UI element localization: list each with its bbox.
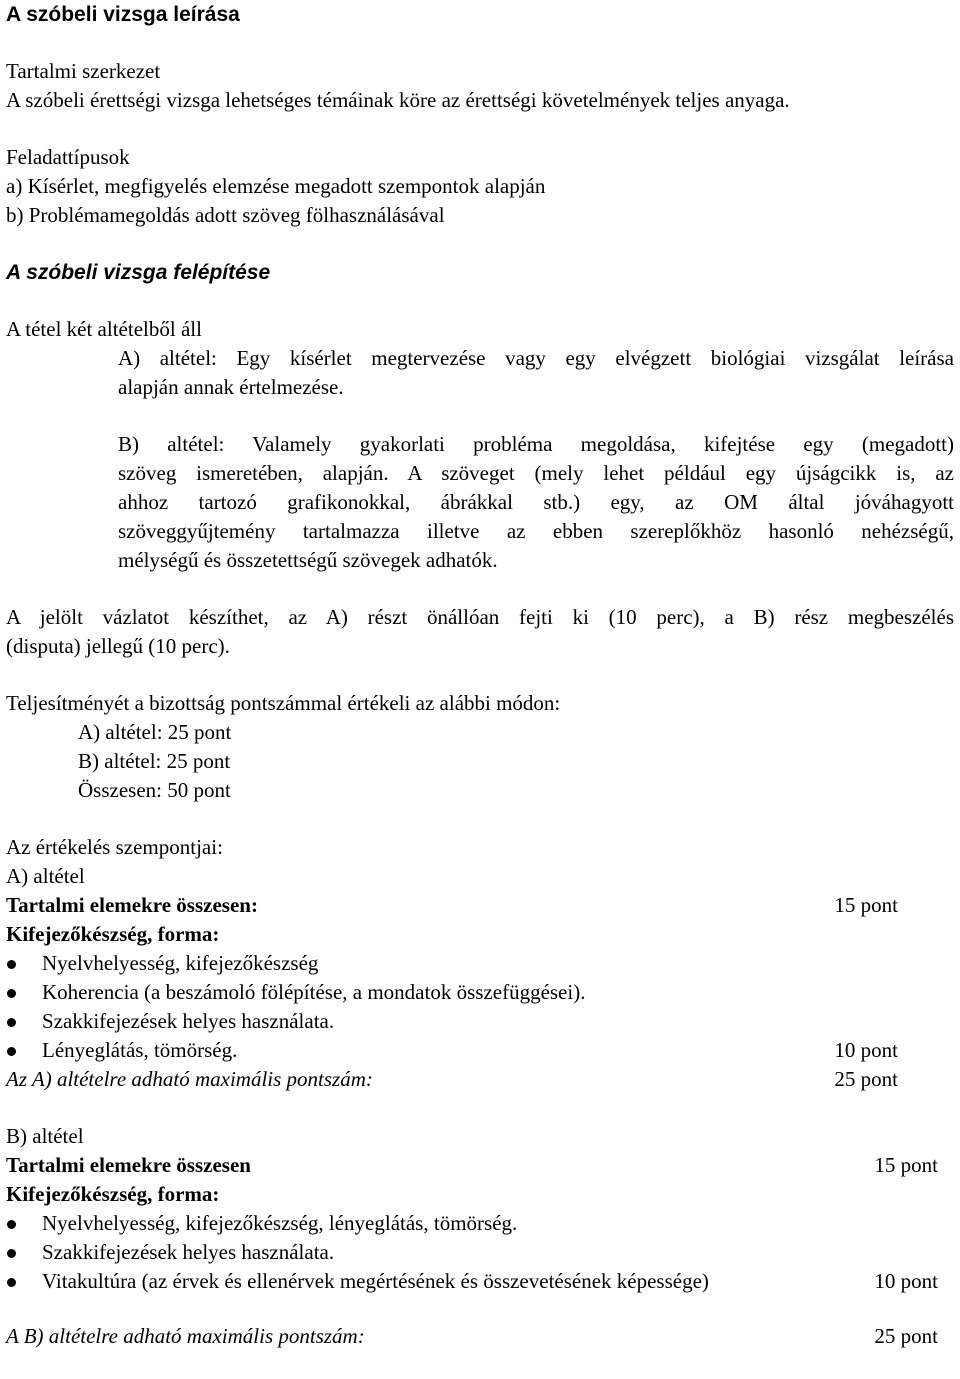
spacer (6, 115, 954, 143)
criteria-b-content-points: 15 pont (874, 1153, 938, 1177)
criteria-a-expression-row (42, 1036, 898, 1065)
spacer (6, 575, 954, 603)
content-structure-heading: Tartalmi szerkezet (6, 59, 161, 83)
scoring-intro: Teljesítményét a bizottság pontszámmal értékeli az alábbi módon: (6, 691, 561, 715)
criteria-b-label: B) altétel (6, 1124, 84, 1148)
content-structure-text: A szóbeli érettségi vizsga lehetséges témáinak köre az érettségi követelmények teljes anyaga. (6, 88, 790, 112)
list-item: Nyelvhelyesség, kifejezőkészség (6, 949, 954, 978)
part-a-line-2: alapján annak értelmezése. (118, 375, 344, 399)
criteria-a-label: A) altétel (6, 864, 85, 888)
spacer (6, 230, 954, 258)
list-item-with-points (6, 1267, 954, 1296)
criteria-b-expression-points: 10 pont (874, 1269, 938, 1293)
criteria-a-bullet-4: Lényeglátás, tömörség. (42, 1038, 238, 1062)
criteria-a-max-row (6, 1065, 898, 1094)
criteria-a-content-row (6, 891, 898, 920)
criteria-a-content-points: 15 pont (834, 893, 898, 917)
scoring-row-a: A) altétel: 25 pont (78, 720, 232, 744)
list-item: Szakkifejezések helyes használata. (6, 1007, 954, 1036)
task-types-heading: Feladattípusok (6, 145, 130, 169)
criteria-b-content-row (6, 1151, 938, 1180)
list-item-with-points (6, 1036, 954, 1065)
criteria-b-expression-label: Kifejezőkészség, forma: (6, 1182, 220, 1206)
criteria-b-bullet-list (6, 1209, 954, 1296)
timing-line-2: (disputa) jellegű (10 perc). (6, 634, 230, 658)
scoring-row-total: Összesen: 50 pont (78, 778, 231, 802)
criteria-b-expression-row (42, 1267, 938, 1296)
part-b-line-2: szöveg ismeretében, alapján. A szöveget (mely lehet például egy újságcikk is, az (118, 461, 954, 485)
criteria-b-max-label: A B) altételre adható maximális pontszám: (6, 1324, 365, 1348)
criteria-b-max-points: 25 pont (874, 1324, 938, 1348)
task-type-b: b) Problémamegoldás adott szöveg fölhasználásával (6, 203, 445, 227)
list-item: Koherencia (a beszámoló fölépítése, a mondatok összefüggései). (6, 978, 954, 1007)
spacer (6, 29, 954, 57)
list-item: Szakkifejezések helyes használata. (6, 1238, 954, 1267)
page-title: A szóbeli vizsga leírása (6, 3, 240, 26)
spacer (6, 1094, 954, 1122)
criteria-a-expression-label: Kifejezőkészség, forma: (6, 922, 220, 946)
criteria-a-expression-points: 10 pont (834, 1038, 898, 1062)
part-b-line-5: mélységű és összetettségű szövegek adhatók. (118, 548, 498, 572)
spacer (6, 1296, 954, 1322)
criteria-heading: Az értékelés szempontjai: (6, 835, 223, 859)
part-b-line-1: B) altétel: Valamely gyakorlati probléma megoldása, kifejtése egy (megadott) (118, 432, 954, 456)
criteria-a-content-label: Tartalmi elemekre összesen: (6, 893, 258, 917)
criteria-b-content-label: Tartalmi elemekre összesen (6, 1153, 251, 1177)
task-type-a: a) Kísérlet, megfigyelés elemzése megadott szempontok alapján (6, 174, 546, 198)
structure-intro: A tétel két altételből áll (6, 317, 202, 341)
spacer (6, 805, 954, 833)
part-b-line-4: szöveggyűjtemény tartalmazza illetve az ebben szereplőkhöz hasonló nehézségű, (118, 519, 954, 543)
list-item: Nyelvhelyesség, kifejezőkészség, lényeglátás, tömörség. (6, 1209, 954, 1238)
criteria-b-bullet-3: Vitakultúra (az érvek és ellenérvek megértésének és összevetésének képessége) (42, 1269, 709, 1293)
criteria-b-max-row (6, 1322, 938, 1351)
spacer (6, 661, 954, 689)
spacer (6, 287, 954, 315)
criteria-a-max-label: Az A) altételre adható maximális pontszám: (6, 1067, 373, 1091)
criteria-a-max-points: 25 pont (834, 1067, 898, 1091)
timing-line-1: A jelölt vázlatot készíthet, az A) részt önállóan fejti ki (10 perc), a B) rész megbeszélés (6, 605, 954, 629)
structure-heading: A szóbeli vizsga felépítése (6, 261, 271, 284)
spacer (6, 402, 954, 430)
criteria-a-bullet-list (6, 949, 954, 1065)
part-b-line-3: ahhoz tartozó grafikonokkal, ábrákkal stb.) egy, az OM által jóváhagyott (118, 490, 954, 514)
document-page (6, 0, 954, 1351)
part-a-line-1: A) altétel: Egy kísérlet megtervezése vagy egy elvégzett biológiai vizsgálat leírása (118, 346, 954, 370)
scoring-row-b: B) altétel: 25 pont (78, 749, 231, 773)
